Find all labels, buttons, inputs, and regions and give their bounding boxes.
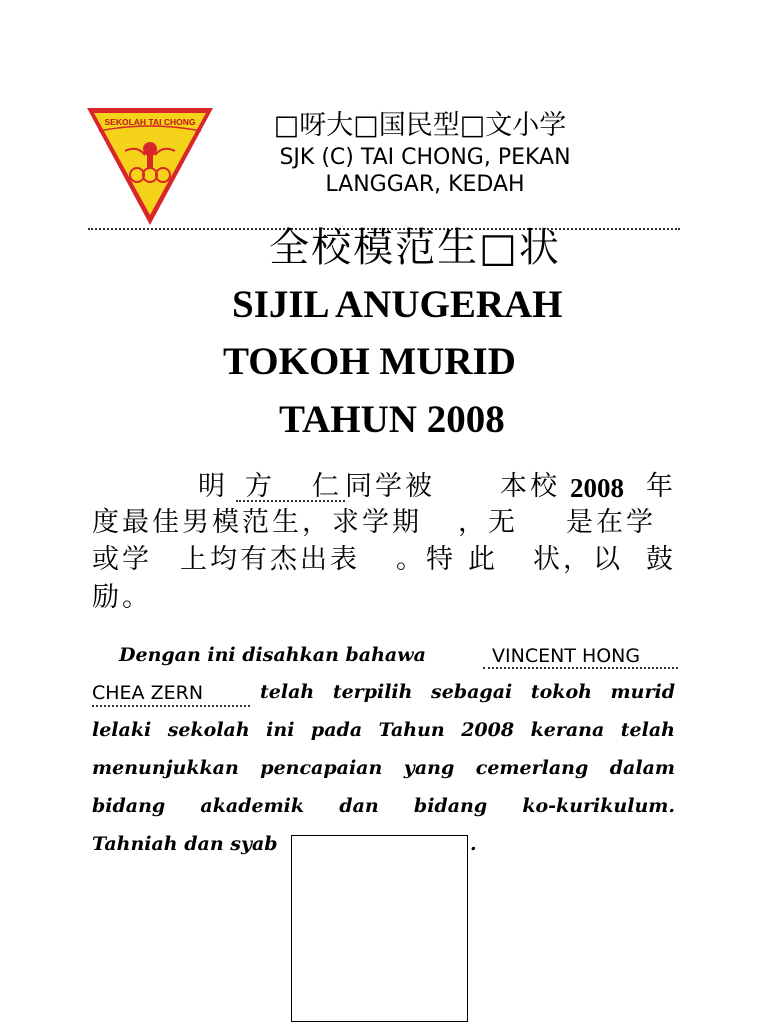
ms-last-line-start: Tahniah dan syab [92, 833, 278, 855]
zh-text-segment: 明 [198, 471, 228, 502]
logo-text: SEKOLAH TAI CHONG [104, 117, 196, 127]
student-name-part-1: VINCENT HONG [492, 645, 641, 667]
zh-text-segment: 上均有杰出表 [180, 544, 360, 575]
zh-text-segment: ，无 [458, 507, 518, 538]
zh-name-underline [236, 500, 345, 502]
zh-text-segment: 鼓 [646, 544, 676, 575]
zh-name-char: 方 [245, 471, 275, 502]
zh-text-segment: 状，以 [533, 544, 623, 575]
zh-text-segment: 此 [468, 544, 498, 575]
zh-name-char: 仁 [312, 471, 342, 502]
zh-text-segment: 或学 [92, 544, 152, 575]
ms-line: lelaki sekolah ini pada Tahun 2008 kerana telah [92, 719, 675, 741]
ms-line: bidang akademik dan bidang ko-kurikulum. [92, 795, 675, 817]
student-name-part-2: CHEA ZERN [92, 682, 204, 704]
student-name-underline [483, 667, 678, 669]
zh-text-segment: 励。 [92, 582, 152, 613]
school-logo [85, 105, 215, 227]
zh-text-segment: 年 [646, 471, 676, 502]
zh-text-segment: 本校 [500, 471, 560, 502]
zh-text-segment: 。特 [396, 544, 456, 575]
school-name-line-2: LANGGAR, KEDAH [325, 172, 525, 197]
school-name-line-1: SJK (C) TAI CHONG, PEKAN [279, 145, 571, 170]
ms-line: menunjukkan pencapaian yang cemerlang dalam [92, 757, 675, 779]
zh-text-segment: 同学被 [345, 471, 435, 502]
blank-photo-box [291, 835, 468, 1022]
zh-year: 2008 [570, 473, 624, 503]
certificate-title-line-2: TOKOH MURID [223, 340, 516, 383]
certificate-title-chinese: 全校模范生□状 [269, 225, 561, 271]
zh-text-segment: 度最佳男模范生，求学期 [92, 507, 422, 538]
zh-text-segment: 是在学 [566, 507, 656, 538]
certificate-title-line-3: TAHUN 2008 [279, 398, 505, 441]
ms-last-line-end: . [470, 833, 477, 855]
student-name-underline [92, 705, 250, 707]
certificate-title-line-1: SIJIL ANUGERAH [232, 283, 563, 326]
ms-intro: Dengan ini disahkan bahawa [119, 644, 426, 666]
school-name-chinese: □呀大□国民型□文小学 [273, 110, 567, 141]
logo-torch-stem [147, 155, 153, 169]
ms-line: telah terpilih sebagai tokoh murid [260, 681, 675, 703]
